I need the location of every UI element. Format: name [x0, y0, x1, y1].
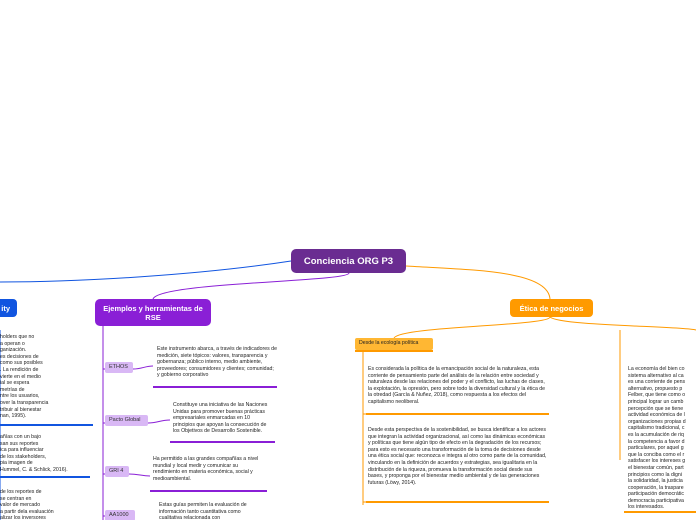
- left-text-2: añías con un bajo san sus reportes ica para influenciar de los stakeholders, pia imagen de Hummel, C. & Schlick, 2016).: [0, 434, 68, 473]
- tag-aa1000[interactable]: AA1000: [105, 510, 135, 520]
- tag-ethos[interactable]: ETHOS: [105, 362, 133, 373]
- tag-ecologia-politica[interactable]: Desde la ecología política: [355, 338, 433, 350]
- ecologia-paragraph-2: Desde esta perspectiva de la sostenibilidad, se busca identificar a los actores que integran la actividad organizacional, así como las dinámicas económicas y políticas que tiene algún tipo de efecto en la degradación de los recursos; para esto es necesario una transformación de la toma de decisiones desde una ética social que: reconozca e integra al otro como parte de la comunidad, vinculando en la definición de acuerdos y estrategias, sea igualitaria en la distribución de la riqueza, promueva la transformación social desde sus bases, y proponga por el bienestar medio ambiental y de las generaciones futuras (Löwy, 2014).: [368, 427, 547, 486]
- gri-4-text: Ha permitido a las grandes compañías a nivel mundial y local medir y comunicar su rendimiento en materia económica, social y medioambiental.: [153, 456, 259, 482]
- economia-underline: [624, 511, 696, 513]
- economia-bien-comun-text: La economía del bien co sistema alternativo al ca es una corriente de pens alternativo, propuesto p Felber, que tiene como o principal lograr un camb percepción que se tiene actividad económica de l organizaciones propias d capitalismo tradicional, c es la acumulación de riq la competencia a favor d particulares, por aquel g que la conciba como el r satisfacer los intereses g el bienestar común, part principios como la digni la solidaridad, la justicia cooperación, la traspare participación democrátic democracia participativa los interesados.: [628, 366, 686, 511]
- left-text-3: de los reportes de se centran en valor de mercado a partir dela evaluación alizar los inversores: [0, 489, 54, 520]
- left-underline-2: [0, 476, 90, 478]
- tag-gri-4[interactable]: GRI 4: [105, 466, 129, 477]
- ecologia-paragraph-1: Es considerada la política de la emancipación social de la naturaleza, esta corriente de pensamiento parte del análisis de la relación entre sociedad y naturaleza desde las relaciones del poder y el conflicto, las luchas de clases, la explotación, la opresión, pero sobre todo la diversidad cultural y la ética de la otredad (García & Nuñez, 2018), como respuesta a los efectos del capitalismo neoliberal.: [368, 366, 546, 405]
- ethos-underline: [153, 386, 277, 388]
- left-underline-1: [0, 424, 93, 426]
- left-text-1: holders que no a operan o ganización. es decisiones de como sus posibles . La rendición de vierte en el medio ial se espera metrías de ntre los usuarios, over la transparencia tribuir al bienestar nan, 1995).: [0, 334, 49, 420]
- aa1000-text: Estas guías permiten la evaluación de información tanto cuantitativa como cualitativa relacionada con: [159, 502, 247, 520]
- pacto-global-underline: [170, 441, 275, 443]
- ecologia-paragraph-1-underline: [366, 413, 549, 415]
- branch-left[interactable]: ity: [0, 299, 17, 317]
- central-topic[interactable]: Conciencia ORG P3: [291, 249, 406, 273]
- gri-4-underline: [150, 490, 267, 492]
- tag-pacto-global[interactable]: Pacto Global: [105, 415, 148, 426]
- pacto-global-text: Constituye una iniciativa de las Naciones Unidas para promover buenas prácticas empresariales enmarcadas en 10 principios que apoyan la consecución de los Objetivos de Desarrollo Sostenible.: [173, 402, 268, 435]
- branch-ejemplos-herramientas[interactable]: Ejemplos y herramientas de RSE: [95, 299, 211, 326]
- ethos-text: Este instrumento abarca, a través de indicadores de medición, siete tópicos: valores, transparencia y gobernanza; público interno, medio ambiente, proveedores; consumidores y clientes; comunidad; y gobierno corporativo: [157, 346, 277, 379]
- ecologia-underline: [355, 350, 433, 352]
- ecologia-paragraph-2-underline: [366, 501, 549, 503]
- branch-etica-negocios[interactable]: Ética de negocios: [510, 299, 593, 317]
